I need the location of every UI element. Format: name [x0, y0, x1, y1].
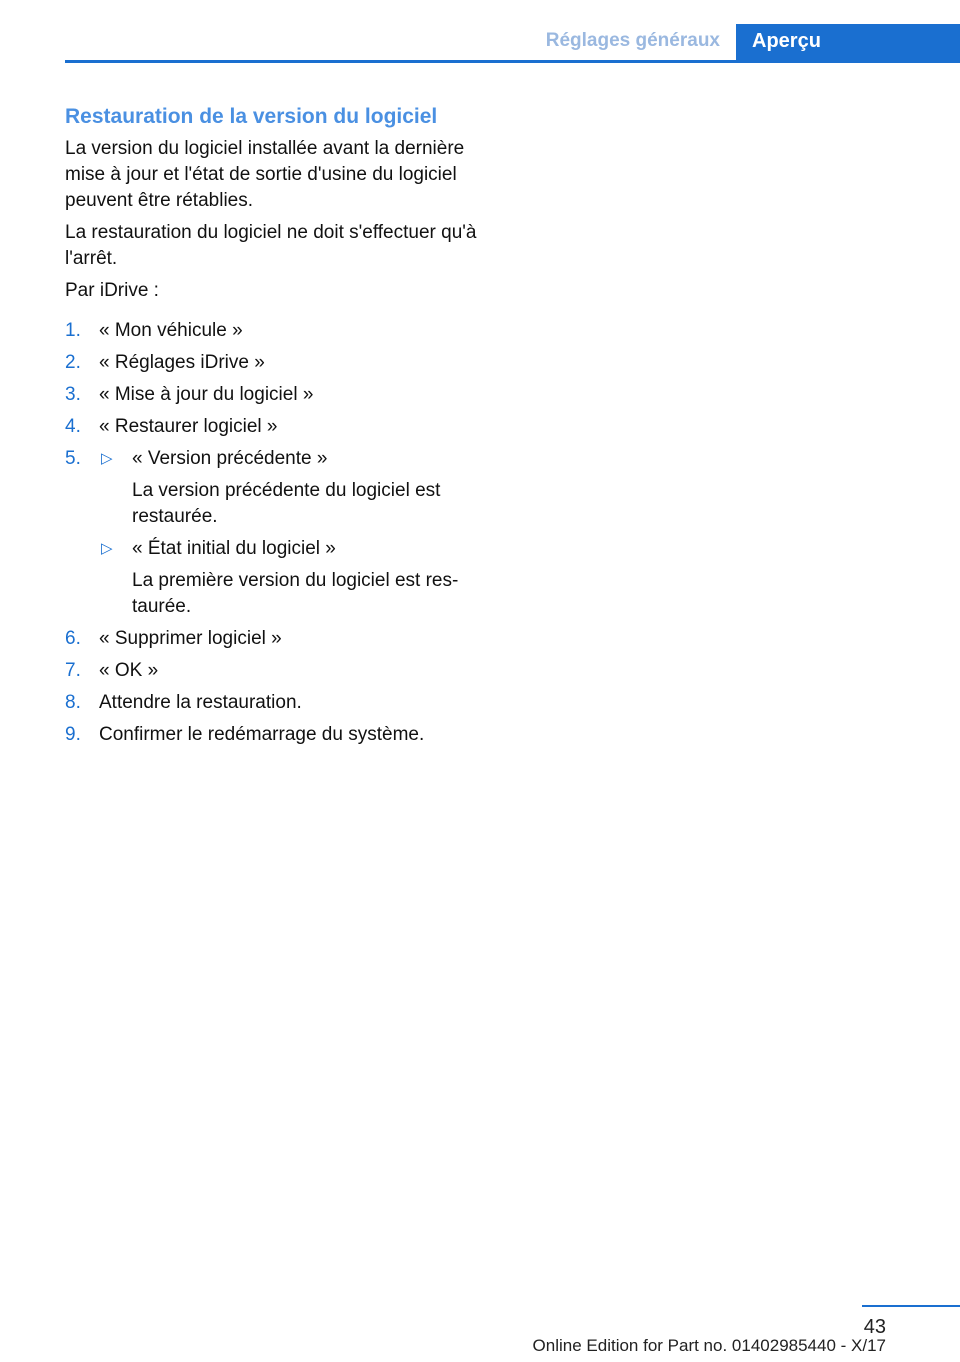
page-header — [0, 24, 960, 62]
sub-option-description: La première version du logiciel est res- taurée. — [132, 570, 459, 617]
step-number: 3. — [65, 384, 81, 405]
paragraph-note: La restauration du logiciel ne doit s'effectuer qu'à l'arrêt. — [65, 222, 477, 269]
step-item — [65, 382, 485, 408]
step-item — [65, 626, 485, 652]
header-rule — [65, 60, 960, 63]
step-text: « Mise à jour du logiciel » — [99, 384, 314, 405]
header-tab-label: Aperçu — [752, 30, 821, 52]
sub-option — [99, 536, 485, 620]
step-item — [65, 350, 485, 376]
section-title: Restauration de la version du logiciel — [65, 105, 438, 128]
sub-option-label: « Version précédente » — [132, 448, 328, 469]
step-number: 6. — [65, 628, 81, 649]
step-text: Confirmer le redémarrage du système. — [99, 724, 425, 745]
main-content — [65, 104, 485, 754]
step-item — [65, 722, 485, 748]
header-section-label: Réglages généraux — [545, 30, 720, 51]
step-text: « Mon véhicule » — [99, 320, 243, 341]
step-number: 9. — [65, 724, 81, 745]
step-number: 2. — [65, 352, 81, 373]
step-item — [65, 446, 485, 620]
step-text: Attendre la restauration. — [99, 692, 302, 713]
paragraph-idrive: Par iDrive : — [65, 280, 159, 301]
step-item — [65, 318, 485, 344]
step-text: « Réglages iDrive » — [99, 352, 265, 373]
step-number: 1. — [65, 320, 81, 341]
step-item — [65, 414, 485, 440]
steps-list — [65, 318, 485, 748]
step-text: « Supprimer logiciel » — [99, 628, 282, 649]
edition-label: Online Edition for Part no. 01402985440 - X/17 — [532, 1336, 886, 1355]
footer-rule — [862, 1305, 960, 1307]
step-item — [65, 690, 485, 716]
step-number: 8. — [65, 692, 81, 713]
page-number: 43 — [863, 1316, 886, 1338]
sub-option-label: « État initial du logiciel » — [132, 538, 336, 559]
step-text: « Restaurer logiciel » — [99, 416, 278, 437]
step-number: 5. — [65, 448, 81, 469]
paragraph-intro: La version du logiciel installée avant la dernière mise à jour et l'état de sortie d'usine du logiciel peuvent être rétablies. — [65, 138, 465, 211]
sub-option — [99, 446, 485, 530]
header-tab — [736, 24, 960, 62]
sub-options-list — [99, 446, 485, 620]
step-text: « OK » — [99, 660, 159, 681]
sub-option-description: La version précédente du logiciel est restaurée. — [132, 480, 441, 527]
step-number: 7. — [65, 660, 81, 681]
triangle-right-icon: ▷ — [101, 450, 113, 467]
step-number: 4. — [65, 416, 81, 437]
step-item — [65, 658, 485, 684]
triangle-right-icon: ▷ — [101, 540, 113, 557]
